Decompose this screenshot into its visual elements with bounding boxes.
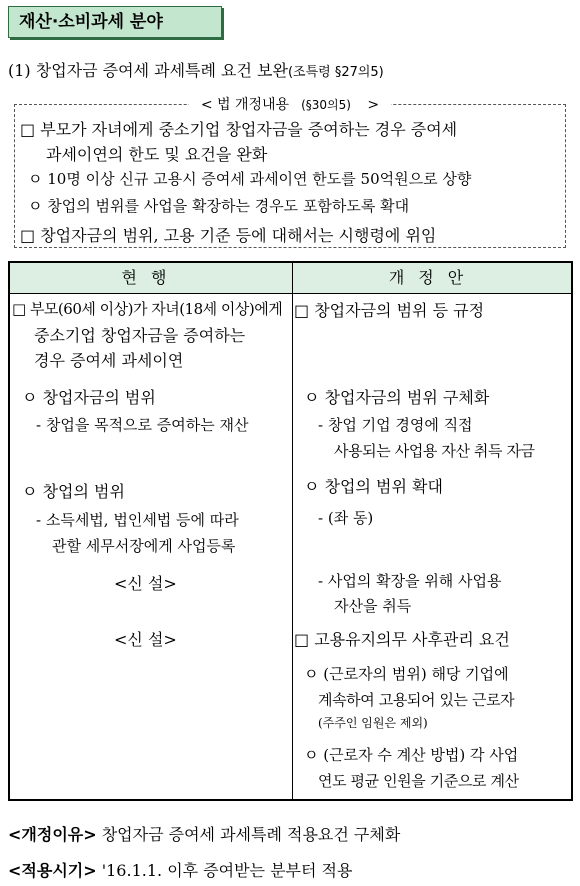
effective-label: <적용시기> [8, 861, 97, 880]
prop-sub-2-detail-2b: 자산을 취득 [334, 597, 412, 615]
law-change-title [0, 94, 580, 114]
effective-text: '16.1.1. 이후 증여받는 분부터 적용 [96, 861, 353, 880]
prop-sub-2-detail: - (좌 동) [318, 509, 374, 527]
prop-sub-3-line-2: 계속하여 고용되어 있는 근로자 [318, 691, 515, 709]
prop-sub-1-detail-2: 사용되는 사업용 자산 취득 자금 [334, 442, 535, 460]
effective-line [8, 858, 352, 881]
reason-text: 창업자금 증여세 과세특례 적용요건 구체화 [96, 825, 401, 844]
prop-sub-4-line-2: 연도 평균 인원을 기준으로 계산 [318, 772, 519, 790]
item-heading-ref: (조특령 §27의5) [287, 65, 384, 80]
table-header [10, 263, 571, 294]
column-divider [292, 263, 293, 799]
law-title-ref: (§30의5) [295, 98, 357, 112]
prop-sub-4-line-1: ㅇ (근로자 수 계산 방법) 각 사업 [304, 746, 519, 764]
cur-sub-1: ㅇ 창업자금의 범위 [22, 388, 156, 407]
col-proposed-header: 개정안 [388, 268, 478, 287]
prop-sub-1-detail-1: - 창업 기업 경영에 직접 [318, 416, 473, 434]
prop-sub-1: ㅇ 창업자금의 범위 구체화 [304, 388, 490, 407]
section-title: 재산·소비과세 분야 [8, 6, 222, 38]
cur-sub-2: ㅇ 창업의 범위 [22, 482, 125, 501]
item-heading [8, 58, 384, 81]
law-bullet-2: □ 창업자금의 범위, 고용 기준 등에 대해서는 시행령에 위임 [20, 226, 437, 245]
law-bullet-1-line-2: 과세이연의 한도 및 요건을 완화 [46, 145, 268, 164]
cur-bullet-1-line-3: 경우 증여세 과세이연 [34, 351, 184, 370]
prop-sub-2: ㅇ 창업의 범위 확대 [304, 477, 443, 496]
law-title-suffix: > [357, 97, 385, 113]
cur-sub-2-detail-1: - 소득세법, 법인세법 등에 따라 [36, 511, 239, 529]
prop-bullet-1: □ 창업자금의 범위 등 규정 [294, 301, 485, 320]
law-title-prefix: < 법 개정내용 [195, 97, 295, 113]
cur-new-2: <신 설> [114, 630, 177, 649]
reason-label: <개정이유> [8, 825, 97, 844]
cur-sub-1-detail: - 창업을 목적으로 증여하는 재산 [36, 416, 249, 434]
cur-sub-2-detail-2: 관할 세무서장에게 사업등록 [52, 537, 236, 555]
cur-bullet-1-line-2: 중소기업 창업자금을 증여하는 [34, 326, 246, 345]
col-current-header: 현행 [121, 268, 181, 287]
reason-line [8, 822, 400, 845]
law-sub-1: ㅇ 10명 이상 신규 고용시 증여세 과세이연 한도를 50억원으로 상향 [28, 170, 472, 188]
law-sub-2: ㅇ 창업의 범위를 사업을 확장하는 경우도 포함하도록 확대 [28, 197, 410, 215]
cur-bullet-1-line-1: □ 부모(60세 이상)가 자녀(18세 이상)에게 [12, 300, 283, 318]
prop-sub-2-detail-2a: - 사업의 확장을 위해 사업용 [318, 572, 502, 590]
prop-sub-3-line-3: (주주인 임원은 제외) [318, 716, 428, 730]
law-bullet-1-line-1: □ 부모가 자녀에게 중소기업 창업자금을 증여하는 경우 증여세 [20, 120, 458, 139]
cur-new-1: <신 설> [114, 574, 177, 593]
prop-bullet-2: □ 고용유지의무 사후관리 요건 [294, 630, 510, 649]
item-heading-text: (1) 창업자금 증여세 과세특례 요건 보완 [8, 61, 288, 80]
prop-sub-3-line-1: ㅇ (근로자의 범위) 해당 기업에 [304, 665, 509, 683]
